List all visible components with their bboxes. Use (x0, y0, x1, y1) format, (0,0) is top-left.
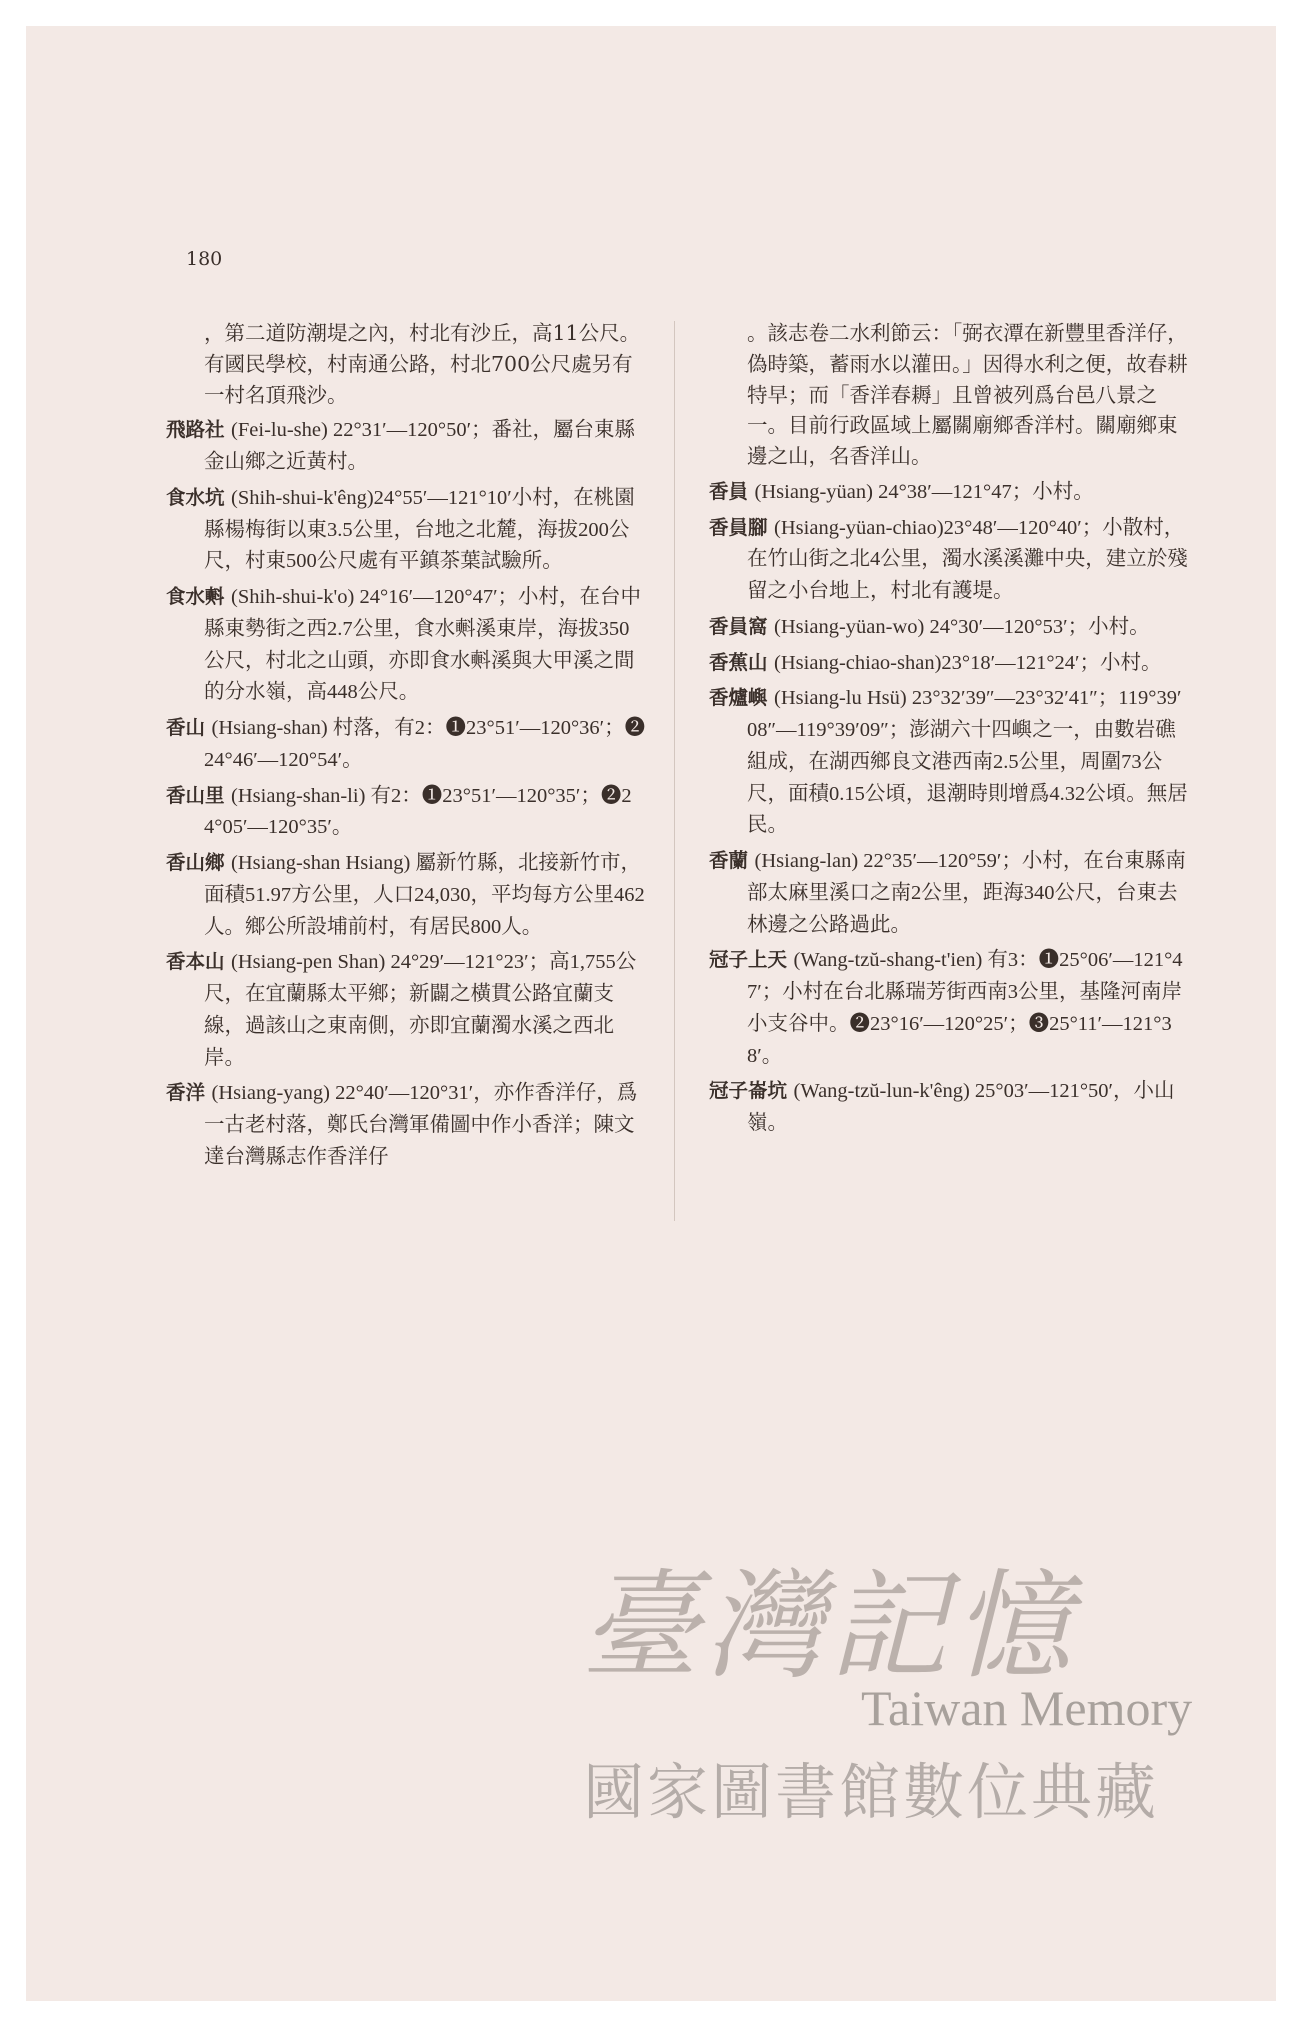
entry-text: 。該志卷二水利節云：「弼衣潭在新豐里香洋仔，偽時築，蓄雨水以灌田。」因得水利之便，故春耕特早；而「香洋春耨」且曾被列爲台邑八景之一。目前行政區域上屬關廟鄉香洋村。關廟鄉東邊之山，名香洋山。 (747, 321, 1188, 468)
entry (166, 482, 646, 577)
entry-text: ，第二道防潮堤之內，村北有沙丘，高11公尺。有國民學校，村南通公路，村北700公尺處另有一村名頂飛沙。 (204, 321, 641, 407)
entry (709, 611, 1191, 643)
entry-text: (Wang-tzŭ-lun-k'êng) 25°03′—121°50′，小山嶺。 (747, 1080, 1175, 1134)
entry-head: 冠子崙坑 (709, 1079, 788, 1103)
entry (166, 1077, 646, 1172)
entry-text: (Hsiang-lan) 22°35′—120°59′；小村，在台東縣南部太麻里溪口之南2公里，距海340公尺，台東去林邊之公路過此。 (747, 850, 1186, 936)
entry-head: 香山里 (166, 783, 225, 807)
right-column (709, 318, 1191, 1143)
entry-text: (Hsiang-shan) 村落，有2：❶23°51′—120°36′；❷24°46′—120°54′。 (204, 717, 646, 771)
page-number: 180 (186, 248, 223, 270)
entry-text: (Hsiang-pen Shan) 24°29′—121°23′；高1,755公尺，在宜蘭縣太平鄉；新闢之橫貫公路宜蘭支線，過該山之東南側，亦即宜蘭濁水溪之西北岸。 (204, 951, 637, 1069)
watermark-english: Taiwan Memory (861, 1680, 1193, 1736)
entry (709, 944, 1191, 1071)
watermark-chinese: 國家圖書館數位典藏 (583, 1757, 1160, 1828)
entry (166, 847, 646, 942)
entry (709, 318, 1191, 472)
entry-head: 香山鄉 (166, 851, 225, 874)
entry-text: (Shih-shui-k'o) 24°16′—120°47′；小村，在台中縣東勢街之西2.7公里，食水㪺溪東岸，海拔350公尺，村北之山頭，亦即食水㪺溪與大甲溪之間的分水嶺，高448公尺。 (204, 586, 642, 704)
entry-text: (Shih-shui-k'êng)24°55′—121°10′小村，在桃園縣楊梅街以東3.5公里，台地之北麓，海拔200公尺，村東500公尺處有平鎮茶葉試驗所。 (204, 486, 635, 573)
entry (709, 1075, 1191, 1139)
entry-head: 香蘭 (709, 849, 749, 872)
entry-head: 食水坑 (166, 485, 225, 509)
entry-text: (Hsiang-yüan-wo) 24°30′—120°53′；小村。 (774, 615, 1150, 638)
entry-text: (Hsiang-yüan) 24°38′—121°47；小村。 (754, 480, 1094, 503)
left-column (166, 318, 646, 1177)
entry-text: (Hsiang-chiao-shan)23°18′—121°24′；小村。 (774, 651, 1162, 674)
entry-head: 香洋 (166, 1081, 206, 1105)
entry-head: 冠子上天 (709, 948, 788, 972)
scanned-page (26, 26, 1276, 2001)
entry (166, 780, 646, 844)
entry-head: 香本山 (166, 950, 225, 974)
entry-text: (Wang-tzŭ-shang-t'ien) 有3：❶25°06′—121°47′；小村在台北縣瑞芳街西南3公里，基隆河南岸小支谷中。❷23°16′—120°25′；❸25°11′—121°38′。 (747, 949, 1183, 1067)
entry-text: (Hsiang-yüan-chiao)23°48′—120°40′；小散村，在竹山街之北4公里，濁水溪溪灘中央，建立於殘留之小台地上，村北有護堤。 (747, 516, 1188, 602)
entry-text: (Hsiang-shan Hsiang) 屬新竹縣，北接新竹市，面積51.97方公里，人口24,030，平均每方公里462人。鄉公所設埔前村，有居民800人。 (204, 852, 645, 938)
entry-head: 香山 (166, 716, 206, 739)
entry (709, 512, 1191, 607)
column-divider (674, 321, 675, 1221)
entry-head: 香員窩 (709, 614, 768, 638)
entry-head: 飛路社 (166, 418, 225, 442)
entry-text: (Hsiang-lu Hsü) 23°32′39″—23°32′41″；119°39′08″—119°39′09″；澎湖六十四嶼之一，由數岩礁組成，在湖西鄉良文港西南2.5公里，周圍73公尺，面積0.15公頃，退潮時則增爲4.32公頃。無居民。 (747, 687, 1188, 837)
entry-head: 食水㪺 (166, 585, 225, 608)
entry (166, 318, 646, 410)
entry-text: (Fei-lu-she) 22°31′—120°50′；番社，屬台東縣金山鄉之近黃村。 (204, 419, 636, 473)
entry (166, 712, 646, 776)
entry-head: 香爐嶼 (709, 686, 768, 710)
entry-text: (Hsiang-shan-li) 有2：❶23°51′—120°35′；❷24°05′—120°35′。 (204, 784, 632, 839)
entry (166, 414, 646, 478)
entry-head: 香員 (709, 479, 749, 503)
entry-head: 香蕉山 (709, 650, 768, 674)
entry (166, 581, 646, 708)
entry (709, 682, 1191, 841)
entry-text: (Hsiang-yang) 22°40′—120°31′，亦作香洋仔，爲一古老村落，鄭氏台灣軍備圖中作小香洋；陳文達台灣縣志作香洋仔 (204, 1082, 638, 1168)
entry (709, 476, 1191, 508)
entry (709, 647, 1191, 679)
entry-head: 香員腳 (709, 515, 768, 539)
entry (709, 845, 1191, 940)
entry (166, 946, 646, 1073)
watermark-logo-script: 臺灣記憶 (581, 1557, 1078, 1695)
